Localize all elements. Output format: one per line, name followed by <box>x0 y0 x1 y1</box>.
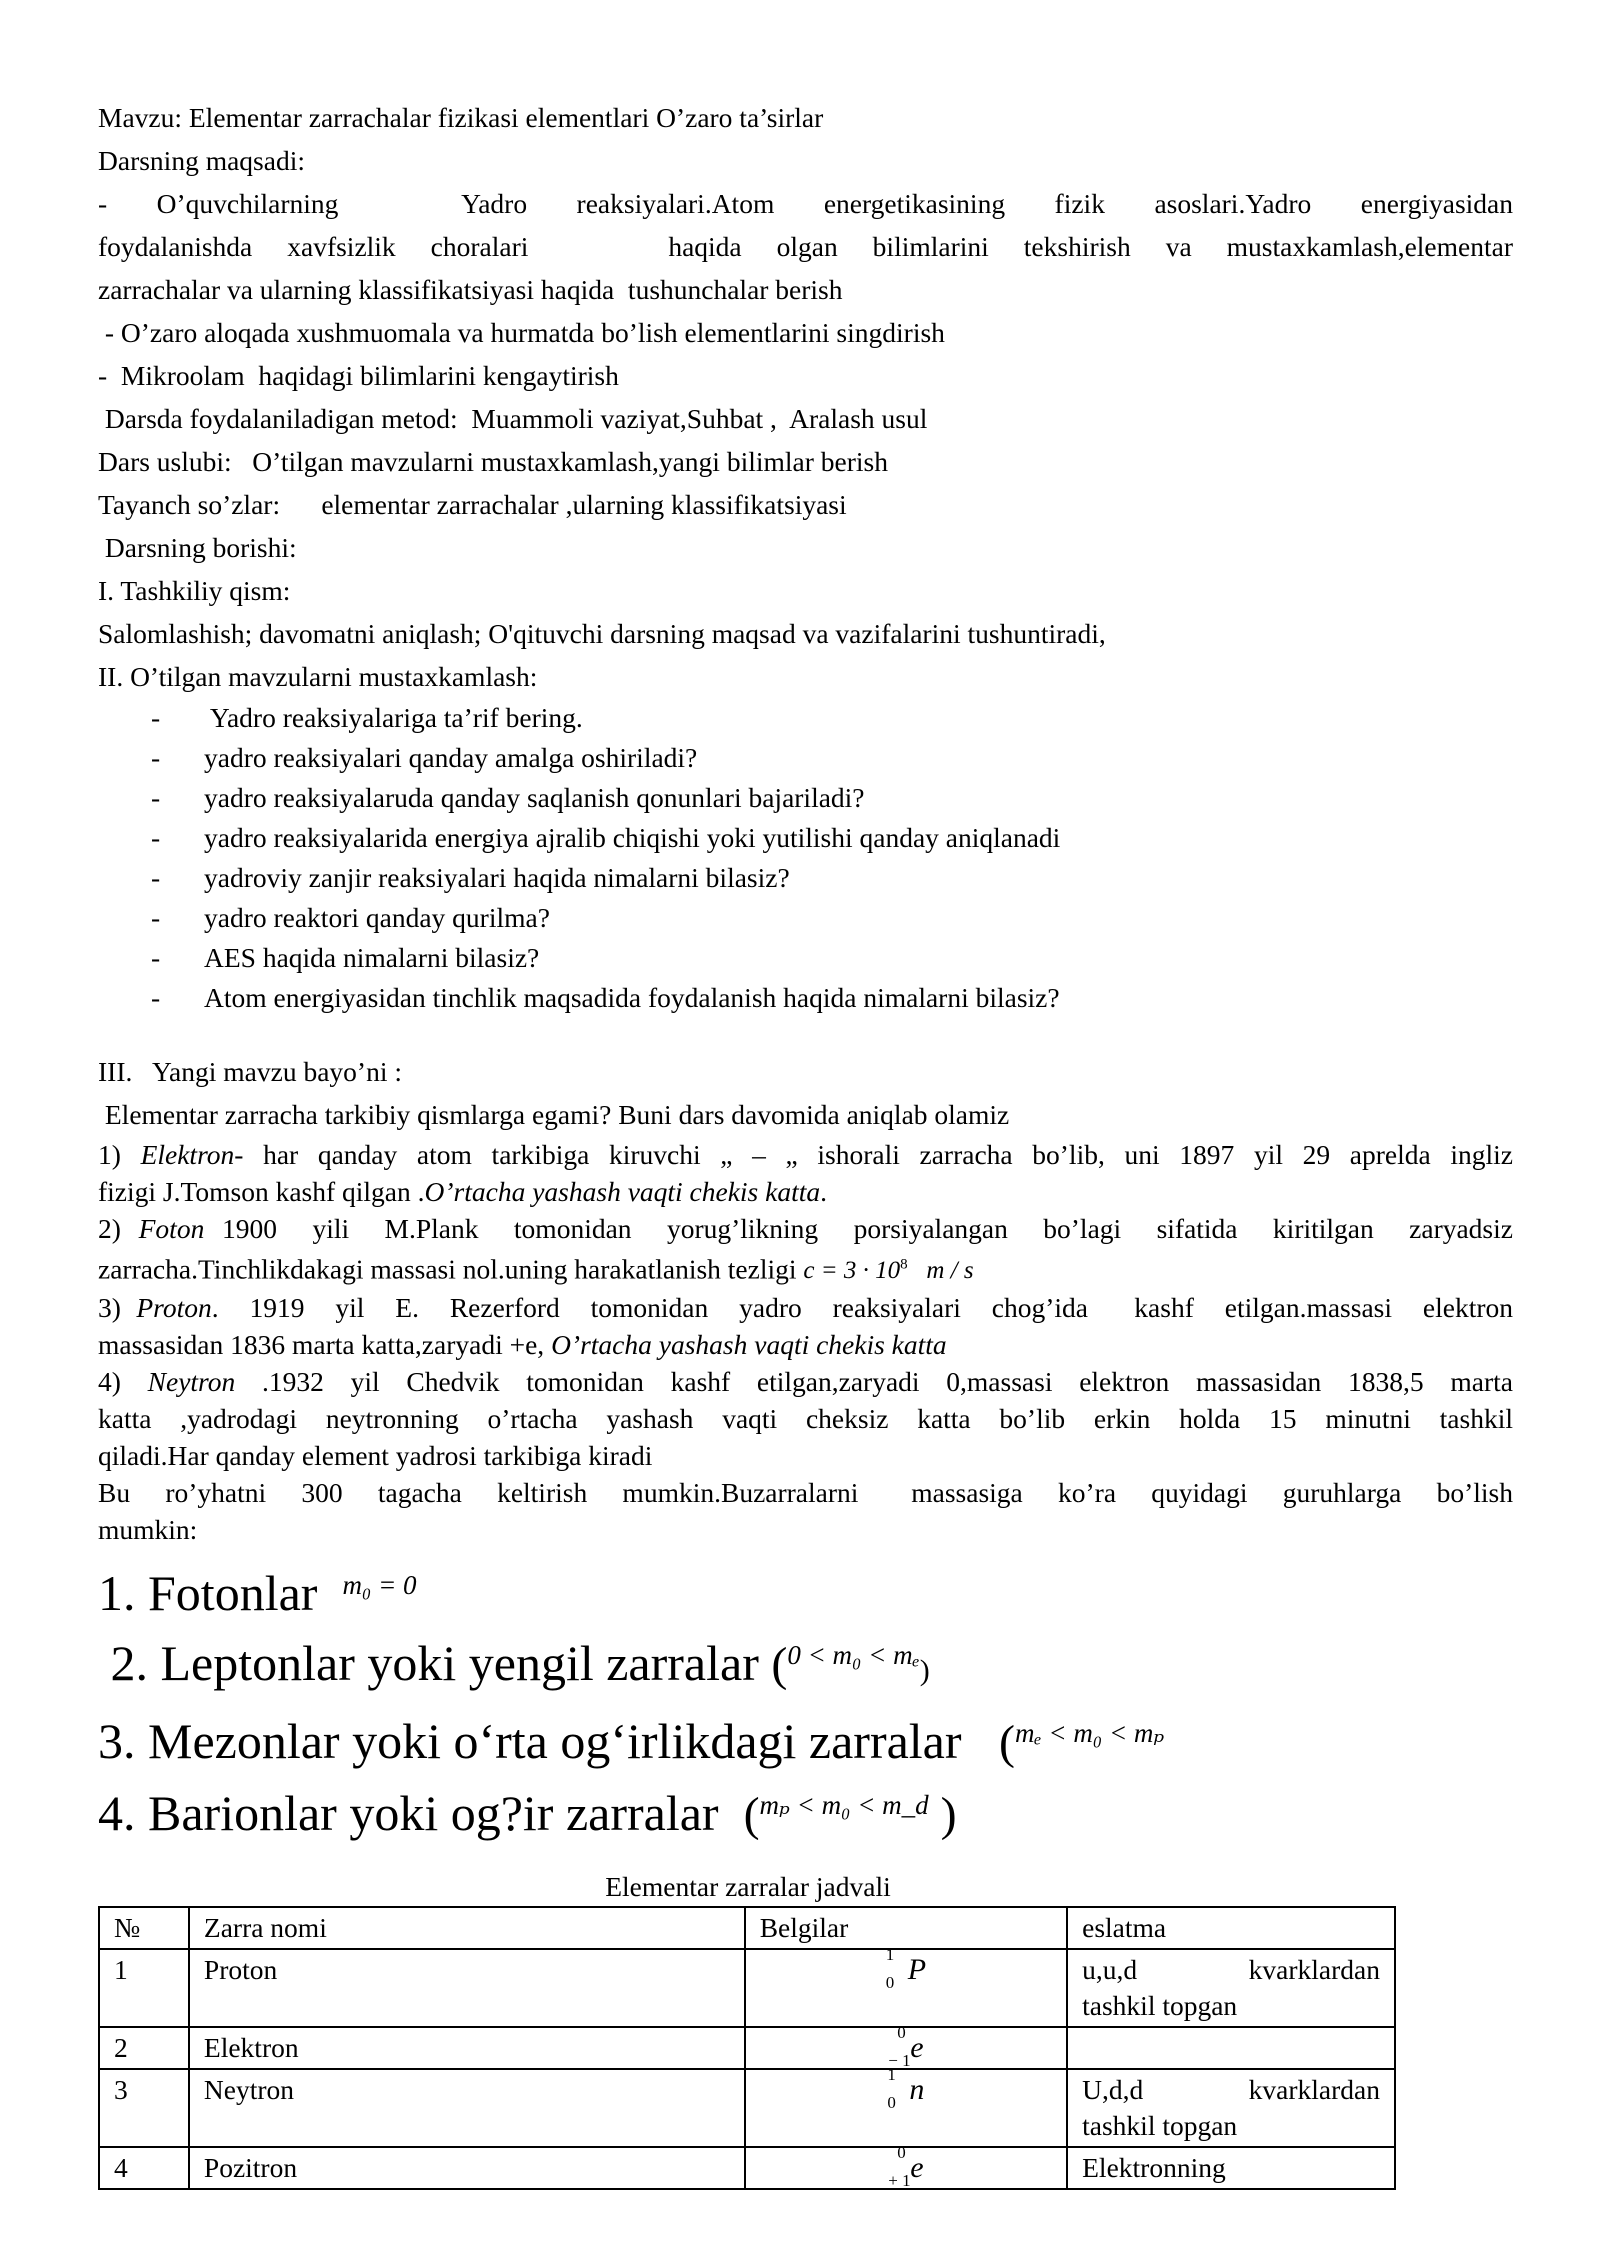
document-page <box>98 96 1513 2190</box>
particle-symbol: 0 − 1 e <box>745 2027 1067 2069</box>
group-item: 3. Mezonlar yoki o‘rta og‘irlikdagi zarralar ($^{m_e < m_0 < m_p}$ <box>98 1713 1165 1770</box>
photon-paragraph: 2) Foton 1900 yili M.Plank tomonidan yorug’likning porsiyalangan bo’lagi sifatida kiritilgan zaryadsiz zarracha.Tinchlikdakagi massasi nol.uning harakatlanish tezligi $c = 3 \cdot 10^8$ m / s <box>98 1213 1513 1285</box>
table-row: 1 Proton 1 0 P u,u,d kvarklardan tashkil topgan <box>99 1949 1395 2027</box>
table-header-cell: eslatma <box>1067 1907 1395 1949</box>
goal-1-line-1: - O’quvchilarning Yadro reaksiyalari.Atom energetikasining fizik asoslari.Yadro energiyasidan <box>98 188 1513 219</box>
table-header-row <box>99 1907 1395 1949</box>
question-item: - Yadro reaksiyalariga ta’rif bering. <box>151 702 583 733</box>
question-item: - yadroviy zanjir reaksiyalari haqida nimalarni bilasiz? <box>151 862 790 893</box>
particle-symbol: 1 0 n <box>745 2069 1067 2147</box>
keywords: Tayanch so’zlar: elementar zarrachalar ,ularning klassifikatsiyasi <box>98 489 847 520</box>
table-header-cell: № <box>99 1907 189 1949</box>
mass-groups <box>98 1554 1513 1846</box>
part-2-heading: II. O’tilgan mavzularni mustaxkamlash: <box>98 661 538 692</box>
goal-heading: Darsning maqsadi: <box>98 145 305 176</box>
lesson-style: Dars uslubi: O’tilgan mavzularni mustaxkamlash,yangi bilimlar berish <box>98 446 888 477</box>
question-item: - AES haqida nimalarni bilasiz? <box>151 942 540 973</box>
proton-paragraph: 3) Proton. 1919 yil E. Rezerford tomonidan yadro reaksiyalari chog’ida kashf etilgan.massasi elektron massasidan 1836 marta katta,zaryadi +e, O’rtacha yashash vaqti chekis katta <box>98 1292 1513 1361</box>
group-item: 4. Barionlar yoki og?ir zarralar ($^{m_p < m_0 < m\_d}$ ) <box>98 1785 957 1842</box>
goal-3: - Mikroolam haqidagi bilimlarini kengaytirish <box>98 360 619 391</box>
topic: Mavzu: Elementar zarrachalar fizikasi elementlari O’zaro ta’sirlar <box>98 102 824 133</box>
particle-symbol: 0 + 1 e <box>745 2147 1067 2189</box>
goal-1-line-2: foydalanishda xavfsizlik choralari haqida olgan bilimlarini tekshirish va mustaxkamlash,elementar <box>98 231 1513 262</box>
question-list <box>98 698 1513 1018</box>
electron-paragraph: 1) Elektron- har qanday atom tarkibiga kiruvchi „ – „ ishorali zarracha bo’lib, uni 1897 yil 29 aprelda ingliz fizigi J.Tomson kashf qilgan .O’rtacha yashash vaqti chekis katta. <box>98 1139 1513 1207</box>
method: Darsda foydalaniladigan metod: Muammoli vaziyat,Suhbat , Aralash usul <box>98 403 928 434</box>
list-paragraph: Bu ro’yhatni 300 tagacha keltirish mumkin.Buzarralarni massasiga ko’ra quyidagi guruhlarga bo’lish mumkin: <box>98 1477 1513 1546</box>
group-item: 2. Leptonlar yoki yengil zarralar ($^{0 < m_0 < m_e}$) <box>98 1635 930 1692</box>
table-header-cell: Zarra nomi <box>189 1907 745 1949</box>
table-row: 2 Elektron 0 − 1 e <box>99 2027 1395 2069</box>
question-item: - Atom energiyasidan tinchlik maqsadida foydalanish haqida nimalarni bilasiz? <box>151 982 1060 1013</box>
part-1-heading: I. Tashkiliy qism: <box>98 575 291 606</box>
particle-symbol: 1 0 P <box>745 1949 1067 2027</box>
part-3-question: Elementar zarracha tarkibiy qismlarga egami? Buni dars davomida aniqlab olamiz <box>98 1099 1010 1130</box>
goal-1-line-3: zarrachalar va ularning klassifikatsiyasi haqida tushunchalar berish <box>98 274 843 305</box>
question-item: - yadro reaksiyalaruda qanday saqlanish qonunlari bajariladi? <box>151 782 865 813</box>
question-item: - yadro reaksiyalari qanday amalga oshiriladi? <box>151 742 698 773</box>
speed-formula: $c = 3 \cdot 10^8$ m / s <box>803 1257 974 1285</box>
part-3-heading: III. Yangi mavzu bayo’ni : <box>98 1056 402 1087</box>
table-row: 3 Neytron 1 0 n U,d,d kvarklardan tashkil topgan <box>99 2069 1395 2147</box>
question-item: - yadro reaktori qanday qurilma? <box>151 902 550 933</box>
question-item: - yadro reaksiyalarida energiya ajralib chiqishi yoki yutilishi qanday aniqlanadi <box>151 822 1061 853</box>
table-header-cell: Belgilar <box>745 1907 1067 1949</box>
neutron-paragraph: 4) Neytron .1932 yil Chedvik tomonidan kashf etilgan,zaryadi 0,massasi elektron massasidan 1838,5 marta katta ,yadrodagi neytronning o’rtacha yashash vaqti cheksiz katta bo’lib erkin holda 15 minutni tashkil qiladi.Har qanday element yadrosi tarkibiga kiradi <box>98 1366 1513 1472</box>
table-caption: Elementar zarralar jadvali <box>605 1871 891 1903</box>
particles-table <box>98 1906 1396 2190</box>
goal-2: - O’zaro aloqada xushmuomala va hurmatda bo’lish elementlarini singdirish <box>98 317 945 348</box>
lesson-progress: Darsning borishi: <box>98 532 297 563</box>
group-item: 1. Fotonlar $^{m_0 = 0}$ <box>98 1565 417 1622</box>
table-row: 4 Pozitron 0 + 1 e Elektronning <box>99 2147 1395 2189</box>
part-1-text: Salomlashish; davomatni aniqlash; O'qituvchi darsning maqsad va vazifalarini tushuntiradi, <box>98 618 1106 649</box>
